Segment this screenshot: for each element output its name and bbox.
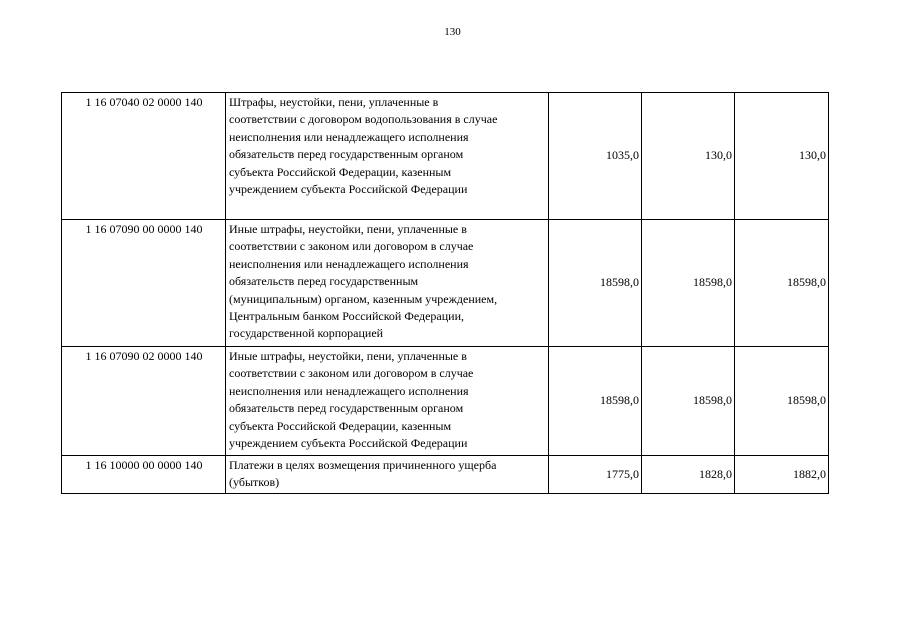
- description-line: соответствии с законом или договором в случае: [229, 239, 474, 254]
- description-line: неисполнения или ненадлежащего исполнения: [229, 129, 469, 144]
- budget-revenue-table: [61, 92, 829, 494]
- table-row: [62, 220, 829, 347]
- table-row: [62, 93, 829, 220]
- amount-year1-cell: 1775,0: [549, 456, 642, 494]
- description-line: (муниципальным) органом, казенным учреждением,: [229, 291, 498, 306]
- description-line: обязательств перед государственным: [229, 274, 419, 289]
- description-line: (убытков): [229, 475, 280, 490]
- table-row: [62, 456, 829, 494]
- description-line: обязательств перед государственным органом: [229, 147, 464, 162]
- amount-year2-cell: 130,0: [642, 93, 735, 220]
- description-line: соответствии с договором водопользования в случае: [229, 112, 498, 127]
- description-cell: [226, 347, 549, 456]
- description-line: Иные штрафы, неустойки, пени, уплаченные в: [229, 349, 467, 363]
- budget-code-cell: 1 16 07090 00 0000 140: [62, 220, 226, 347]
- description-cell: [226, 93, 549, 220]
- amount-year1-cell: 1035,0: [549, 93, 642, 220]
- budget-code-cell: 1 16 10000 00 0000 140: [62, 456, 226, 494]
- description-line: обязательств перед государственным органом: [229, 401, 464, 416]
- amount-year1-cell: 18598,0: [549, 347, 642, 456]
- description-line: Иные штрафы, неустойки, пени, уплаченные в: [229, 222, 467, 236]
- description-cell: [226, 220, 549, 347]
- description-line: Штрафы, неустойки, пени, уплаченные в: [229, 95, 439, 109]
- amount-year2-cell: 18598,0: [642, 347, 735, 456]
- amount-year3-cell: 18598,0: [735, 347, 829, 456]
- description-line: неисполнения или ненадлежащего исполнения: [229, 256, 469, 271]
- description-cell: [226, 456, 549, 494]
- description-line: государственной корпорацией: [229, 326, 384, 341]
- amount-year2-cell: 1828,0: [642, 456, 735, 494]
- description-line: субъекта Российской Федерации, казенным: [229, 164, 452, 179]
- description-line: Центральным банком Российской Федерации,: [229, 309, 465, 324]
- description-line: субъекта Российской Федерации, казенным: [229, 418, 452, 433]
- budget-code-cell: 1 16 07040 02 0000 140: [62, 93, 226, 220]
- amount-year2-cell: 18598,0: [642, 220, 735, 347]
- description-line: соответствии с законом или договором в случае: [229, 366, 474, 381]
- table-row: [62, 347, 829, 456]
- amount-year1-cell: 18598,0: [549, 220, 642, 347]
- description-line: Платежи в целях возмещения причиненного ущерба: [229, 458, 497, 472]
- amount-year3-cell: 18598,0: [735, 220, 829, 347]
- amount-year3-cell: 130,0: [735, 93, 829, 220]
- description-line: неисполнения или ненадлежащего исполнения: [229, 383, 469, 398]
- description-line: учреждением субъекта Российской Федерации: [229, 182, 468, 197]
- description-line: учреждением субъекта Российской Федерации: [229, 436, 468, 451]
- amount-year3-cell: 1882,0: [735, 456, 829, 494]
- page-number: 130: [444, 26, 461, 38]
- budget-code-cell: 1 16 07090 02 0000 140: [62, 347, 226, 456]
